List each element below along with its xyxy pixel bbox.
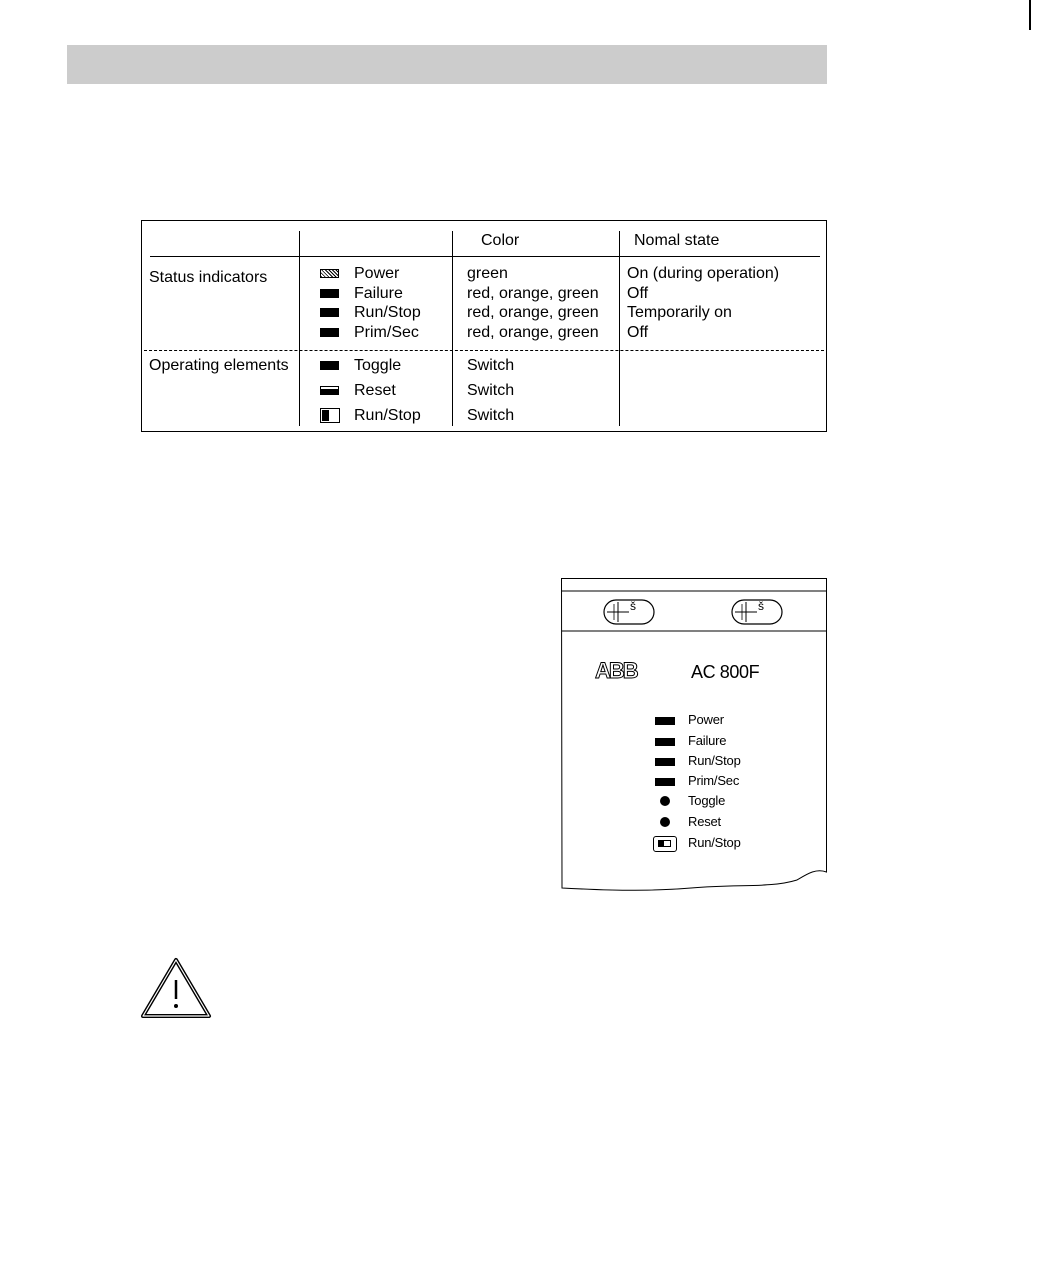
run-stop-led-icon	[655, 758, 675, 766]
operating-element: Toggle	[354, 357, 402, 374]
operating-element: Reset	[354, 382, 396, 399]
solid-led-icon	[320, 308, 339, 317]
operating-type: Switch	[467, 407, 515, 424]
status-element: Power	[354, 265, 400, 282]
status-state: On (during operation)	[627, 265, 780, 282]
status-state: Off	[627, 284, 649, 302]
page-edge-mark	[1029, 0, 1031, 30]
device-label-power: Power	[688, 712, 724, 727]
status-color-column	[467, 264, 599, 342]
header-rule	[150, 256, 820, 257]
column-divider-3	[619, 231, 620, 426]
slide-switch-icon	[320, 408, 340, 423]
device-label-run-stop: Run/Stop	[688, 753, 741, 768]
operating-elements-label: Operating elements	[149, 357, 289, 374]
header-color: Color	[481, 232, 520, 249]
header-normal-state: Nomal state	[634, 232, 720, 249]
chapter-header-bar	[67, 45, 827, 84]
hatched-led-icon	[320, 269, 339, 278]
solid-led-icon	[320, 328, 339, 337]
status-color: red, orange, green	[467, 284, 599, 302]
operating-element-column	[354, 353, 421, 428]
status-element-column	[354, 264, 421, 342]
device-label-reset: Reset	[688, 814, 721, 829]
status-state-column	[627, 264, 779, 342]
run-stop-switch-icon	[653, 836, 677, 852]
operating-element: Run/Stop	[354, 407, 421, 424]
operating-type-column	[467, 353, 514, 428]
status-state: Off	[627, 323, 649, 341]
screw-mark: š	[630, 599, 636, 613]
device-label-prim-sec: Prim/Sec	[688, 773, 740, 788]
status-state: Temporarily on	[627, 304, 732, 321]
failure-led-icon	[655, 738, 675, 746]
column-divider-1	[299, 231, 300, 426]
indicator-table	[141, 220, 827, 432]
reset-button-icon	[320, 386, 339, 395]
abb-logo: ABB	[595, 658, 637, 683]
device-label-toggle: Toggle	[688, 793, 726, 808]
operating-type: Switch	[467, 382, 515, 399]
screw-icon	[732, 600, 782, 624]
warning-triangle-icon	[140, 956, 212, 1025]
status-color: red, orange, green	[467, 323, 599, 341]
status-indicators-label: Status indicators	[149, 269, 268, 286]
prim-sec-led-icon	[655, 778, 675, 786]
toggle-button-icon	[660, 796, 670, 806]
reset-button-icon	[660, 817, 670, 827]
screw-icon	[604, 600, 654, 624]
status-color: green	[467, 265, 508, 282]
solid-led-icon	[320, 289, 339, 298]
model-label: AC 800F	[691, 662, 760, 682]
status-element: Run/Stop	[354, 304, 421, 321]
device-label-failure: Failure	[688, 733, 727, 748]
column-divider-2	[452, 231, 453, 426]
solid-button-icon	[320, 361, 339, 370]
power-led-icon	[655, 717, 675, 725]
device-label-run-stop-switch: Run/Stop	[688, 835, 741, 850]
status-element: Failure	[354, 284, 403, 302]
status-element: Prim/Sec	[354, 323, 419, 341]
operating-type: Switch	[467, 357, 515, 374]
group-separator	[144, 350, 824, 351]
screw-mark: š	[758, 599, 764, 613]
status-color: red, orange, green	[467, 304, 599, 321]
